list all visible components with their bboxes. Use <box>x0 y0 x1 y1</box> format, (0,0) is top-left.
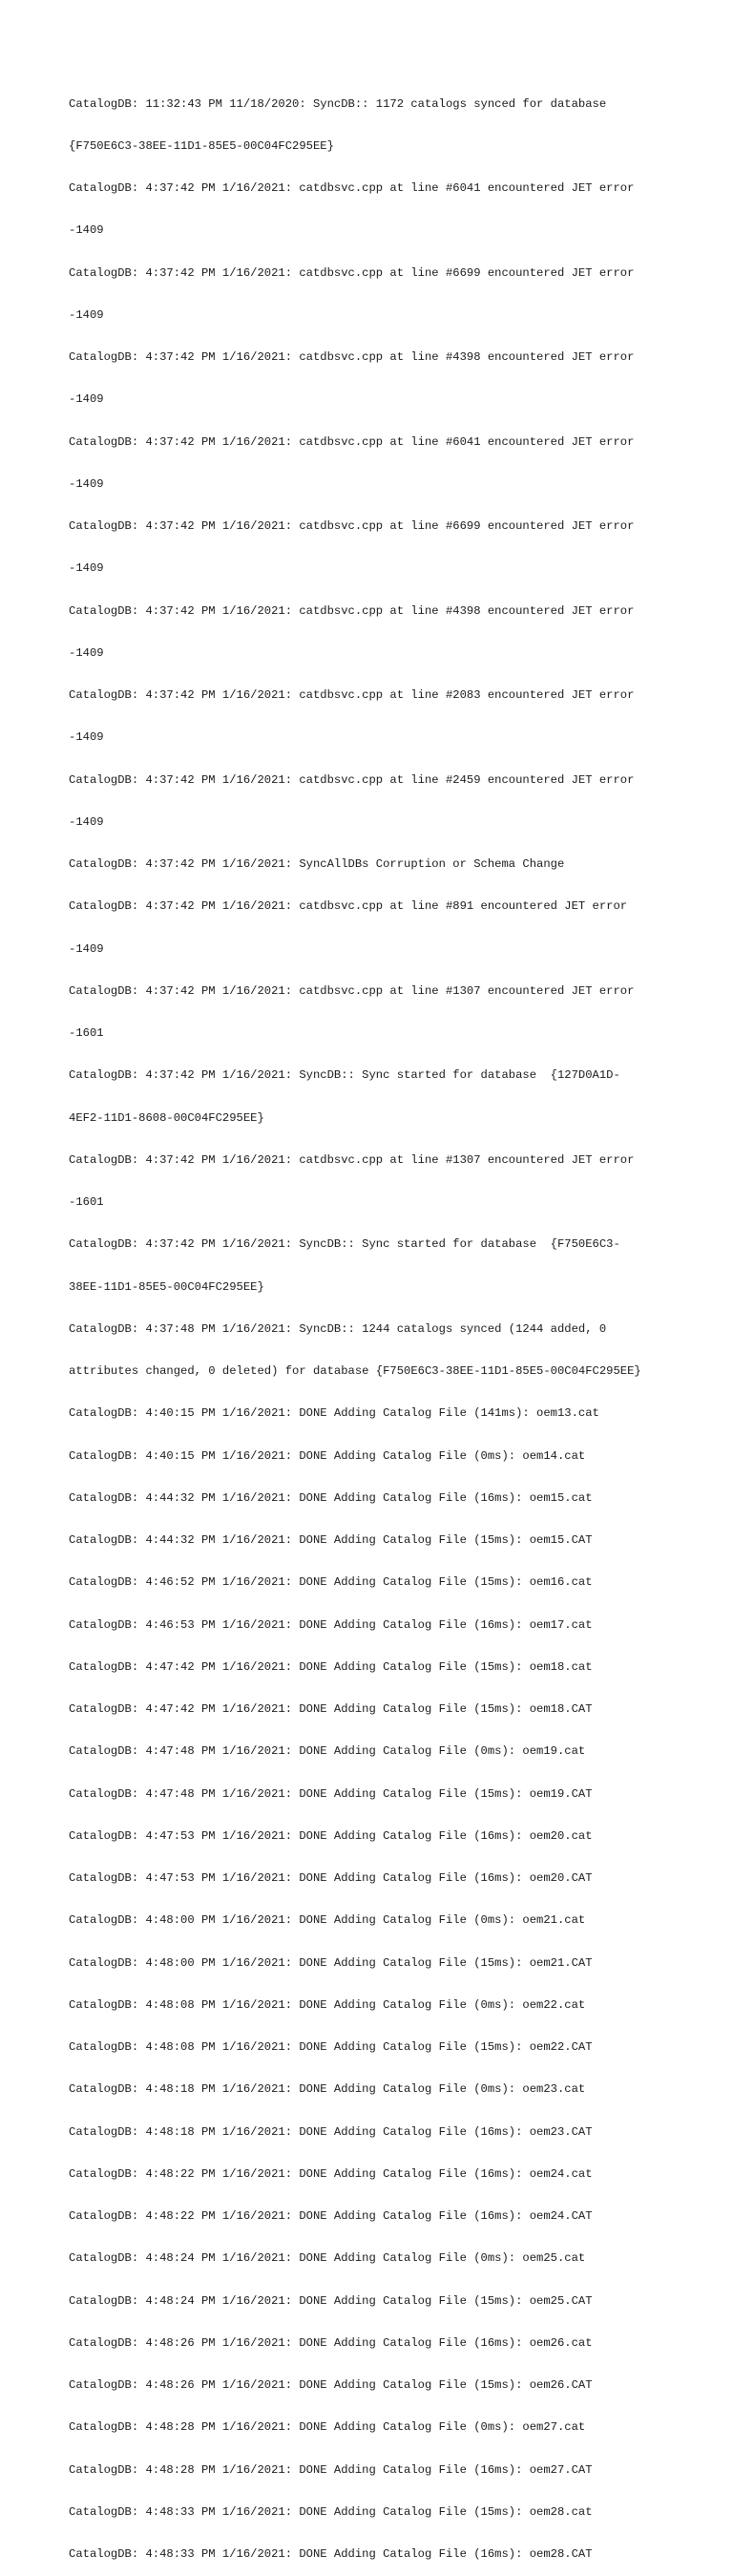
log-line: CatalogDB: 4:48:08 PM 1/16/2021: DONE Adding Catalog File (0ms): oem22.cat <box>69 1997 586 2012</box>
log-line: CatalogDB: 4:37:42 PM 1/16/2021: catdbsvc.cpp at line #1307 encountered JET error <box>69 983 635 998</box>
log-line: CatalogDB: 4:46:52 PM 1/16/2021: DONE Adding Catalog File (15ms): oem16.cat <box>69 1575 593 1590</box>
log-line: -1601 <box>69 1026 104 1040</box>
log-line: 4EF2-11D1-8608-00C04FC295EE} <box>69 1110 264 1125</box>
log-line: CatalogDB: 4:40:15 PM 1/16/2021: DONE Adding Catalog File (141ms): oem13.cat <box>69 1406 599 1421</box>
log-line: CatalogDB: 4:40:15 PM 1/16/2021: DONE Adding Catalog File (0ms): oem14.cat <box>69 1448 586 1463</box>
log-line: CatalogDB: 4:48:22 PM 1/16/2021: DONE Adding Catalog File (16ms): oem24.CAT <box>69 2209 593 2223</box>
log-line: CatalogDB: 4:48:28 PM 1/16/2021: DONE Adding Catalog File (16ms): oem27.CAT <box>69 2462 593 2477</box>
log-line: CatalogDB: 4:48:18 PM 1/16/2021: DONE Adding Catalog File (16ms): oem23.CAT <box>69 2124 593 2139</box>
log-line: CatalogDB: 4:37:42 PM 1/16/2021: catdbsvc.cpp at line #6041 encountered JET error <box>69 181 635 195</box>
log-line: attributes changed, 0 deleted) for database {F750E6C3-38EE-11D1-85E5-00C04FC295EE} <box>69 1364 641 1378</box>
log-line: CatalogDB: 4:37:42 PM 1/16/2021: catdbsvc.cpp at line #2459 encountered JET error <box>69 772 635 787</box>
log-line: -1409 <box>69 561 104 576</box>
log-line: -1409 <box>69 307 104 322</box>
log-line: CatalogDB: 4:48:00 PM 1/16/2021: DONE Adding Catalog File (15ms): oem21.CAT <box>69 1955 593 1970</box>
log-line: CatalogDB: 4:47:48 PM 1/16/2021: DONE Adding Catalog File (15ms): oem19.CAT <box>69 1786 593 1801</box>
log-line: CatalogDB: 4:48:33 PM 1/16/2021: DONE Adding Catalog File (15ms): oem28.cat <box>69 2504 593 2519</box>
log-line: CatalogDB: 4:47:48 PM 1/16/2021: DONE Adding Catalog File (0ms): oem19.cat <box>69 1744 586 1759</box>
log-line: CatalogDB: 4:48:28 PM 1/16/2021: DONE Adding Catalog File (0ms): oem27.cat <box>69 2420 586 2435</box>
log-line: CatalogDB: 4:48:08 PM 1/16/2021: DONE Adding Catalog File (15ms): oem22.CAT <box>69 2040 593 2054</box>
log-line: CatalogDB: 11:32:43 PM 11/18/2020: SyncDB:: 1172 catalogs synced for database <box>69 96 607 111</box>
log-line: CatalogDB: 4:37:48 PM 1/16/2021: SyncDB:: 1244 catalogs synced (1244 added, 0 <box>69 1321 607 1336</box>
log-line: -1409 <box>69 814 104 829</box>
log-line: -1409 <box>69 476 104 491</box>
log-line: CatalogDB: 4:37:42 PM 1/16/2021: catdbsvc.cpp at line #1307 encountered JET error <box>69 1152 635 1167</box>
log-line: -1601 <box>69 1195 104 1209</box>
log-line: -1409 <box>69 941 104 956</box>
log-line: CatalogDB: 4:37:42 PM 1/16/2021: SyncDB:: Sync started for database {127D0A1D- <box>69 1068 620 1083</box>
log-line: CatalogDB: 4:44:32 PM 1/16/2021: DONE Adding Catalog File (16ms): oem15.cat <box>69 1490 593 1505</box>
log-line: CatalogDB: 4:37:42 PM 1/16/2021: catdbsvc.cpp at line #6699 encountered JET error <box>69 265 635 280</box>
log-line: CatalogDB: 4:48:00 PM 1/16/2021: DONE Adding Catalog File (0ms): oem21.cat <box>69 1913 586 1928</box>
log-line: CatalogDB: 4:48:33 PM 1/16/2021: DONE Adding Catalog File (16ms): oem28.CAT <box>69 2547 593 2561</box>
log-line: 38EE-11D1-85E5-00C04FC295EE} <box>69 1279 264 1294</box>
log-line: CatalogDB: 4:46:53 PM 1/16/2021: DONE Adding Catalog File (16ms): oem17.cat <box>69 1617 593 1632</box>
log-line: CatalogDB: 4:48:26 PM 1/16/2021: DONE Adding Catalog File (15ms): oem26.CAT <box>69 2378 593 2392</box>
log-line: CatalogDB: 4:37:42 PM 1/16/2021: SyncAllDBs Corruption or Schema Change <box>69 857 565 871</box>
log-line: CatalogDB: 4:48:26 PM 1/16/2021: DONE Adding Catalog File (16ms): oem26.cat <box>69 2335 593 2350</box>
log-line: CatalogDB: 4:48:24 PM 1/16/2021: DONE Adding Catalog File (0ms): oem25.cat <box>69 2251 586 2266</box>
log-line: {F750E6C3-38EE-11D1-85E5-00C04FC295EE} <box>69 138 334 153</box>
log-line: CatalogDB: 4:47:42 PM 1/16/2021: DONE Adding Catalog File (15ms): oem18.cat <box>69 1659 593 1674</box>
log-line: -1409 <box>69 730 104 745</box>
log-line: CatalogDB: 4:47:53 PM 1/16/2021: DONE Adding Catalog File (16ms): oem20.cat <box>69 1828 593 1843</box>
log-line: CatalogDB: 4:48:24 PM 1/16/2021: DONE Adding Catalog File (15ms): oem25.CAT <box>69 2293 593 2308</box>
log-line: CatalogDB: 4:37:42 PM 1/16/2021: catdbsvc.cpp at line #4398 encountered JET error <box>69 603 635 618</box>
log-line: CatalogDB: 4:37:42 PM 1/16/2021: catdbsvc.cpp at line #2083 encountered JET error <box>69 688 635 702</box>
log-line: CatalogDB: 4:37:42 PM 1/16/2021: catdbsvc.cpp at line #891 encountered JET error <box>69 899 628 914</box>
log-line: CatalogDB: 4:48:18 PM 1/16/2021: DONE Adding Catalog File (0ms): oem23.cat <box>69 2082 586 2097</box>
log-line: -1409 <box>69 223 104 238</box>
log-line: CatalogDB: 4:37:42 PM 1/16/2021: SyncDB:: Sync started for database {F750E6C3- <box>69 1237 620 1252</box>
log-line: CatalogDB: 4:37:42 PM 1/16/2021: catdbsvc.cpp at line #6041 encountered JET error <box>69 434 635 449</box>
log-line: CatalogDB: 4:47:42 PM 1/16/2021: DONE Adding Catalog File (15ms): oem18.CAT <box>69 1702 593 1716</box>
log-line: CatalogDB: 4:48:22 PM 1/16/2021: DONE Adding Catalog File (16ms): oem24.cat <box>69 2166 593 2181</box>
log-document <box>69 69 680 2576</box>
log-line: -1409 <box>69 392 104 407</box>
log-line: CatalogDB: 4:44:32 PM 1/16/2021: DONE Adding Catalog File (15ms): oem15.CAT <box>69 1533 593 1547</box>
log-line: CatalogDB: 4:37:42 PM 1/16/2021: catdbsvc.cpp at line #6699 encountered JET error <box>69 519 635 533</box>
log-line: CatalogDB: 4:47:53 PM 1/16/2021: DONE Adding Catalog File (16ms): oem20.CAT <box>69 1871 593 1885</box>
log-line: CatalogDB: 4:37:42 PM 1/16/2021: catdbsvc.cpp at line #4398 encountered JET error <box>69 350 635 364</box>
log-line: -1409 <box>69 645 104 660</box>
